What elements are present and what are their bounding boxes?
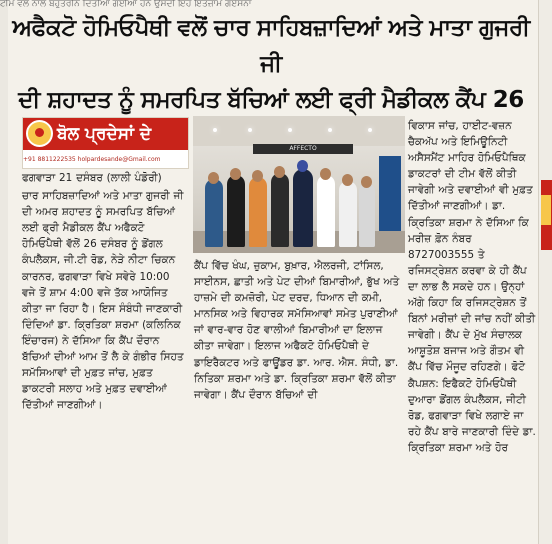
article-column-3: ਵਿਕਾਸ ਜਾਂਚ, ਹਾਈਟ-ਵਜ਼ਨ ਚੈਕਅੱਪ ਅਤੇ ਇਮਿਊਨਿਟੀ ਅਸੈਸਮੈਂਟ ਮਾਹਿਰ ਹੋਮਿਓਪੈਥਿਕ ਡਾਕਟਰਾਂ ਦੀ ਟੀਮ ਵੱਲੋਂ ਕੀਤੀ ਜਾਵੇਗੀ ਅਤੇ ਦਵਾਈਆਂ ਵੀ ਮੁਫ਼ਤ ਦਿੱਤੀਆਂ ਜਾਣਗੀਆਂ। ਡਾ. ਕ੍ਰਿਤਿਕਾ ਸ਼ਰਮਾ ਨੇ ਦੱਸਿਆ ਕਿ ਮਰੀਜ਼ ਫ਼ੋਨ ਨੰਬਰ 8727003555 ਤੇ ਰਜਿਸਟ੍ਰੇਸ਼ਨ ਕਰਵਾ ਕੇ ਹੀ ਕੈਂਪ ਦਾ ਲਾਭ ਲੈ ਸਕਦੇ ਹਨ। ਉਨ੍ਹਾਂ ਅੱਗੇ ਕਿਹਾ ਕਿ ਰਜਿਸਟ੍ਰੇਸ਼ਨ ਤੋਂ ਬਿਨਾਂ ਮਰੀਜ਼ਾਂ ਦੀ ਜਾਂਚ ਨਹੀਂ ਕੀਤੀ ਜਾਵੇਗੀ। ਕੈਂਪ ਦੇ ਮੁੱਖ ਸੰਚਾਲਕ ਆਸ਼ੂਤੋਸ਼ ਬਜਾਜ ਅਤੇ ਗੌਤਮ ਵੀ ਕੈਂਪ ਵਿੱਚ ਮੌਜੂਦ ਰਹਿਣਗੇ। ਫੋਟੋ ਕੈਪਸ਼ਨ: ਇਫੈਕਟੋ ਹੋਮਿਓਪੈਥੀ ਦੁਆਰਾ ਡੋਂਗਲ ਕੰਪਲੈਕਸ, ਜੀਟੀ ਰੋਡ, ਫਗਵਾੜਾ ਵਿਖੇ ਲਗਾਏ ਜਾ ਰਹੇ ਕੈਂਪ ਬਾਰੇ ਜਾਣਕਾਰੀ ਦਿੰਦੇ ਡਾ. ਕ੍ਰਿਤਿਕਾ ਸ਼ਰਮਾ ਅਤੇ ਹੋਰ [408,120,536,454]
logo-emblem-icon [26,120,53,147]
adjacent-page-edge [538,0,552,544]
photo-ceiling [193,116,405,146]
photo-banner [379,156,401,241]
logo-banner [23,118,188,150]
news-photo [193,116,405,253]
article-column-2: ਕੈਂਪ ਵਿੱਚ ਖੰਘ, ਜ਼ੁਕਾਮ, ਬੁਖ਼ਾਰ, ਐਲਰਜੀ, ਟਾਂਸਿਲ, ਸਾਈਨਸ, ਛਾਤੀ ਅਤੇ ਪੇਟ ਦੀਆਂ ਬਿਮਾਰੀਆਂ, ਭੁੱਖ ਅਤੇ ਹਾਜ਼ਮੇ ਦੀ ਕਮਜ਼ੋਰੀ, ਪੇਟ ਦਰਦ, ਧਿਆਨ ਦੀ ਕਮੀ, ਮਾਨਸਿਕ ਅਤੇ ਵਿਹਾਰਕ ਸਮੱਸਿਆਵਾਂ ਸਮੇਤ ਪੁਰਾਣੀਆਂ ਜਾਂ ਵਾਰ-ਵਾਰ ਹੋਣ ਵਾਲੀਆਂ ਬਿਮਾਰੀਆਂ ਦਾ ਇਲਾਜ ਕੀਤਾ ਜਾਵੇਗਾ। ਇਲਾਜ ਅਫੈਕਟੋ ਹੋਮਿਓਪੈਥੀ ਦੇ ਡਾਇਰੈਕਟਰ ਅਤੇ ਫਾਊਂਡਰ ਡਾ. ਆਰ. ਐਸ. ਸੰਧੀ, ਡਾ. ਨਿਤਿਕਾ ਸ਼ਰਮਾ ਅਤੇ ਡਾ. ਕ੍ਰਿਤਿਕਾ ਸ਼ਰਮਾ ਵੱਲੋਂ ਕੀਤਾ ਜਾਵੇਗਾ। ਕੈਂਪ ਦੌਰਾਨ ਬੱਚਿਆਂ ਦੀ [194,260,400,401]
logo-contact: +91 8811222535 holpardesande@Gmail.com [23,151,188,168]
article-column-1 [22,170,184,413]
page-left-edge [0,0,8,544]
previous-article-strip: ਟੀਮ ਵੱਲੋਂ ਨਾਲ ਬਹੁਤਰੀਨ ਦਿੱਤੀਆਂ ਗਈਆਂ ਹਨ ਉਸਦੀ ਇਹ ਇੰਤਜ਼ਾਮ ਗਏਸਨਾਂ [0,0,252,8]
column-1-text: ਚਾਰ ਸਾਹਿਬਜ਼ਾਦਿਆਂ ਅਤੇ ਮਾਤਾ ਗੁਜਰੀ ਜੀ ਦੀ ਅਮਰ ਸ਼ਹਾਦਤ ਨੂੰ ਸਮਰਪਿਤ ਬੱਚਿਆਂ ਲਈ ਫ੍ਰੀ ਮੈਡੀਕਲ ਕੈਂਪ ਅਫੈਕਟੋ ਹੋਮਿਓਪੈਥੀ ਵੱਲੋਂ 26 ਦਸੰਬਰ ਨੂੰ ਡੋਂਗਲ ਕੰਪਲੈਕਸ, ਜੀ.ਟੀ ਰੋਡ, ਨੇੜੇ ਨੀਟਾ ਚਿਕਨ ਕਾਰਨਰ, ਫਗਵਾੜਾ ਵਿਖੇ ਸਵੇਰੇ 10:00 ਵਜੇ ਤੋਂ ਸ਼ਾਮ 4:00 ਵਜੇ ਤੱਕ ਆਯੋਜਿਤ ਕੀਤਾ ਜਾ ਰਿਹਾ ਹੈ। ਇਸ ਸੰਬੰਧੀ ਜਾਣਕਾਰੀ ਦਿੰਦਿਆਂ ਡਾ. ਕ੍ਰਿਤਿਕਾ ਸ਼ਰਮਾ (ਕਲਿਨਿਕ ਇੰਚਾਰਜ) ਨੇ ਦੱਸਿਆ ਕਿ ਕੈਂਪ ਦੌਰਾਨ ਬੱਚਿਆਂ ਦੀਆਂ ਆਮ ਤੋਂ ਲੈ ਕੇ ਗੰਭੀਰ ਸਿਹਤ ਸਮੱਸਿਆਵਾਂ ਦੀ ਮੁਫ਼ਤ ਜਾਂਚ, ਮੁਫ਼ਤ ਡਾਕਟਰੀ ਸਲਾਹ ਅਤੇ ਮੁਫ਼ਤ ਦਵਾਈਆਂ ਦਿੱਤੀਆਂ ਜਾਣਗੀਆਂ। [22,190,184,412]
newspaper-logo [22,117,189,169]
clinic-sign: AFFECTO [253,144,353,154]
logo-title: ਬੋਲ ਪ੍ਰਦੇਸਾਂ ਦੇ [57,124,152,144]
dateline: ਫਗਵਾੜਾ 21 ਦਸੰਬਰ (ਲਾਲੀ ਪੰਡੋਰੀ) [22,172,162,184]
headline-line-1: ਅਫੈਕਟੋ ਹੋਮਿਓਪੈਥੀ ਵਲੋਂ ਚਾਰ ਸਾਹਿਬਜ਼ਾਦਿਆਂ ਅਤੇ ਮਾਤਾ ਗੁਜਰੀ ਜੀ [12,15,530,77]
headline-line-2: ਦੀ ਸ਼ਹਾਦਤ ਨੂੰ ਸਮਰਪਿਤ ਬੱਚਿਆਂ ਲਈ ਫ੍ਰੀ ਮੈਡੀਕਲ ਕੈਂਪ 26 [18,87,524,113]
